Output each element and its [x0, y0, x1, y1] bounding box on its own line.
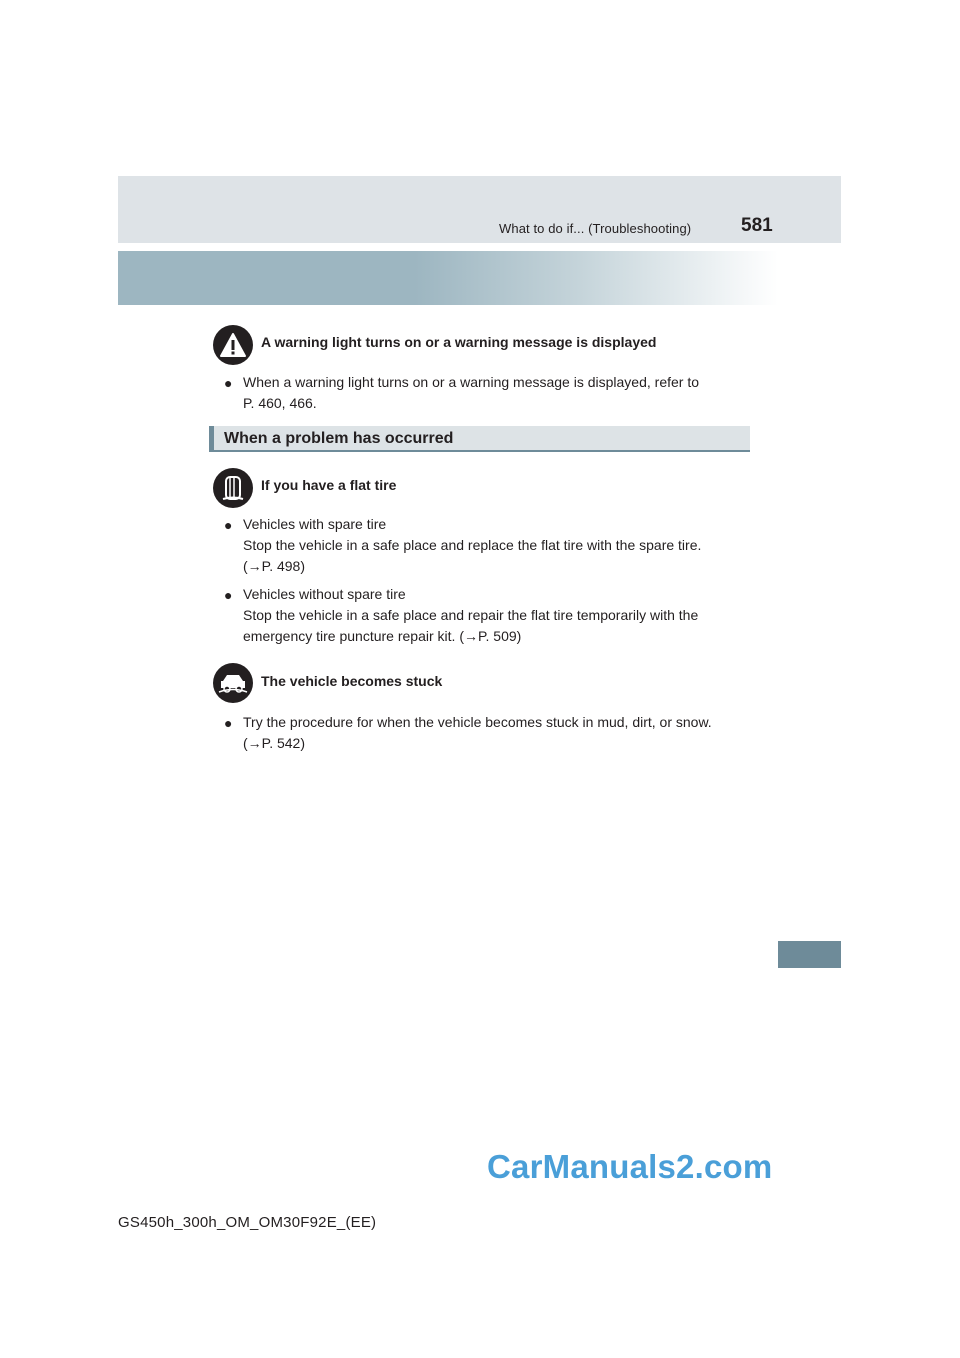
chapter-tab[interactable]: [778, 941, 841, 968]
stuck-heading: The vehicle becomes stuck: [261, 673, 443, 689]
bullet-dot: ●: [224, 375, 233, 391]
flat-tire-item-2: Vehicles without spare tire Stop the vehicle in a safe place and repair the flat tire temporarily with the emergency tire puncture repair kit. (→P. 509): [243, 584, 746, 647]
stuck-text: Try the procedure for when the vehicle becomes stuck in mud, dirt, or snow. (→P. 542): [243, 712, 746, 754]
flat-tire-heading: If you have a flat tire: [261, 477, 397, 493]
flat-tire-ref-1[interactable]: (→P. 498): [243, 558, 305, 574]
page-number: 581: [741, 215, 773, 236]
flat-tire-ref-2[interactable]: emergency tire puncture repair kit. (→P. 509): [243, 628, 522, 644]
problem-section-header: [209, 426, 750, 452]
watermark: CarManuals2.com: [487, 1148, 773, 1185]
tire-icon: [213, 468, 253, 508]
bullet-dot: ●: [224, 715, 233, 731]
bullet-dot: ●: [224, 517, 233, 533]
footer-code: GS450h_300h_OM_OM30F92E_(EE): [118, 1214, 377, 1231]
stuck-ref[interactable]: (→P. 542): [243, 735, 305, 751]
warning-text: When a warning light turns on or a warning message is displayed, refer to P. 460, 466.: [243, 372, 746, 414]
header-band: [118, 251, 778, 305]
header-title: What to do if... (Troubleshooting): [499, 221, 692, 236]
warning-ref[interactable]: P. 460, 466.: [243, 395, 317, 411]
stuck-vehicle-icon: [213, 663, 253, 703]
flat-tire-item-1: Vehicles with spare tire Stop the vehicle in a safe place and replace the flat tire with the spare tire. (→P. 498): [243, 514, 746, 577]
warning-icon: [213, 325, 253, 365]
problem-section-title: When a problem has occurred: [224, 430, 454, 447]
bullet-dot: ●: [224, 587, 233, 603]
warning-heading: A warning light turns on or a warning message is displayed: [261, 334, 657, 350]
header-bar: [118, 176, 841, 243]
